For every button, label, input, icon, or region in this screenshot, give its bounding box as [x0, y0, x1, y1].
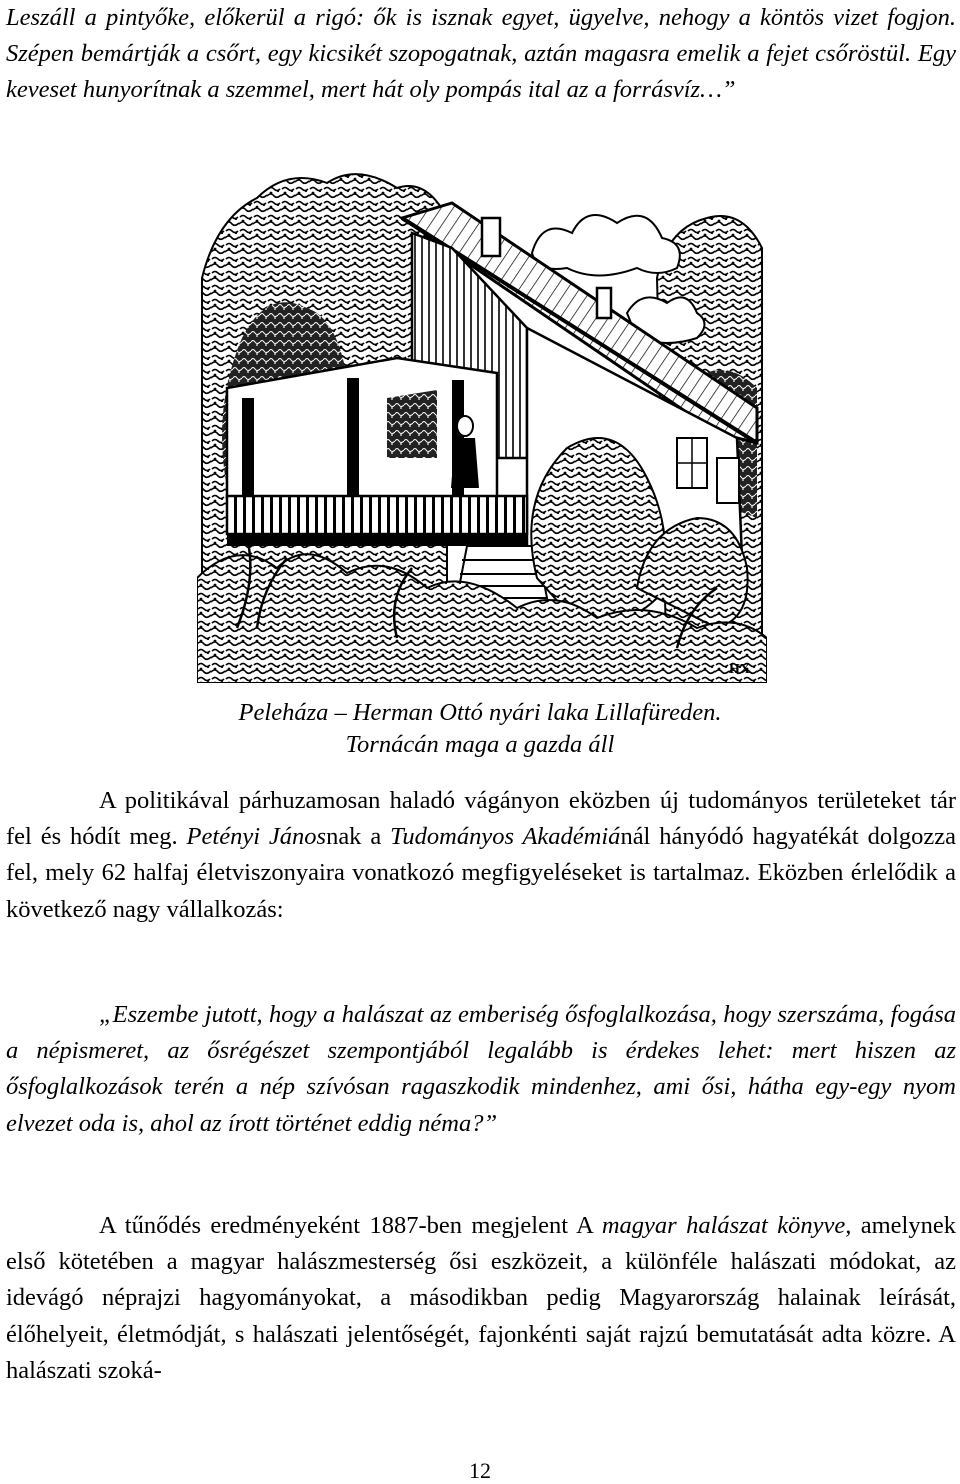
- paragraph-text: nak a: [326, 823, 391, 851]
- paragraph-text: nál hányódó hagyatékát dolgozza fel, mely 62 halfaj életviszonyaira vonatkozó megfigyeléseket is tartalmaz. Eközben érlelődik a következő nagy vállalkozás:: [6, 823, 956, 923]
- caption-line-1: Peleháza – Herman Ottó nyári laka Lillafüreden.: [238, 699, 722, 726]
- name-academy: Tudományos Akadémiá: [390, 823, 621, 851]
- paragraph-text: amelynek első kötetében a magyar halászmesterség ősi eszközeit, a különféle halászati módokat, az idevágó néprajzi hagyományokat, a másodikban pedig Magyarország halainak leírását, élőhelyeit, életmódját, s halászati jelentőségét, fajonkénti saját rajzú bemutatását adta közre. A halászati szoká-: [6, 1212, 956, 1384]
- paragraph-text: A politikával párhuzamosan haladó vágányon eközben új tudományos területeket tár fel és hódít meg.: [6, 787, 956, 851]
- opening-paragraph: Leszáll a pintyőke, előkerül a rigó: ők is isznak egyet, ügyelve, nehogy a köntös vizet fogjon. Szépen bemártják a csőrt, egy kicsikét szopogatnak, aztán magasra emelik a fejet csőröstül. Egy keveset hunyorítnak a szemmel, mert hát oly pompás ital az a forrásvíz…”: [6, 4, 956, 104]
- page-number: 12: [469, 1458, 491, 1483]
- block-quote: „Eszembe jutott, hogy a halászat az emberiség ősfoglalkozása, hogy szerszáma, fogása a népismeret, az ősrégészet szempontjából legalább is érdekes lehet: mert hiszen az ősfoglalkozások terén a nép szívósan ragaszkodik mindenhez, ami ősi, hátha egy-egy nyom elvezet oda is, ahol az írott történet eddig néma?”: [6, 1001, 956, 1137]
- book-title: magyar halászat könyve,: [601, 1212, 852, 1239]
- paragraph-text: A tűnődés eredményeként 1887-ben megjelent A: [99, 1212, 602, 1239]
- name-petenyi: Petényi János: [186, 823, 327, 851]
- paragraph-result: [6, 1208, 956, 1389]
- house-illustration: [197, 158, 767, 683]
- paragraph-politics: [6, 783, 956, 928]
- caption-line-2: Tornácán maga a gazda áll: [345, 731, 615, 758]
- svg-text:HX: HX: [729, 662, 750, 677]
